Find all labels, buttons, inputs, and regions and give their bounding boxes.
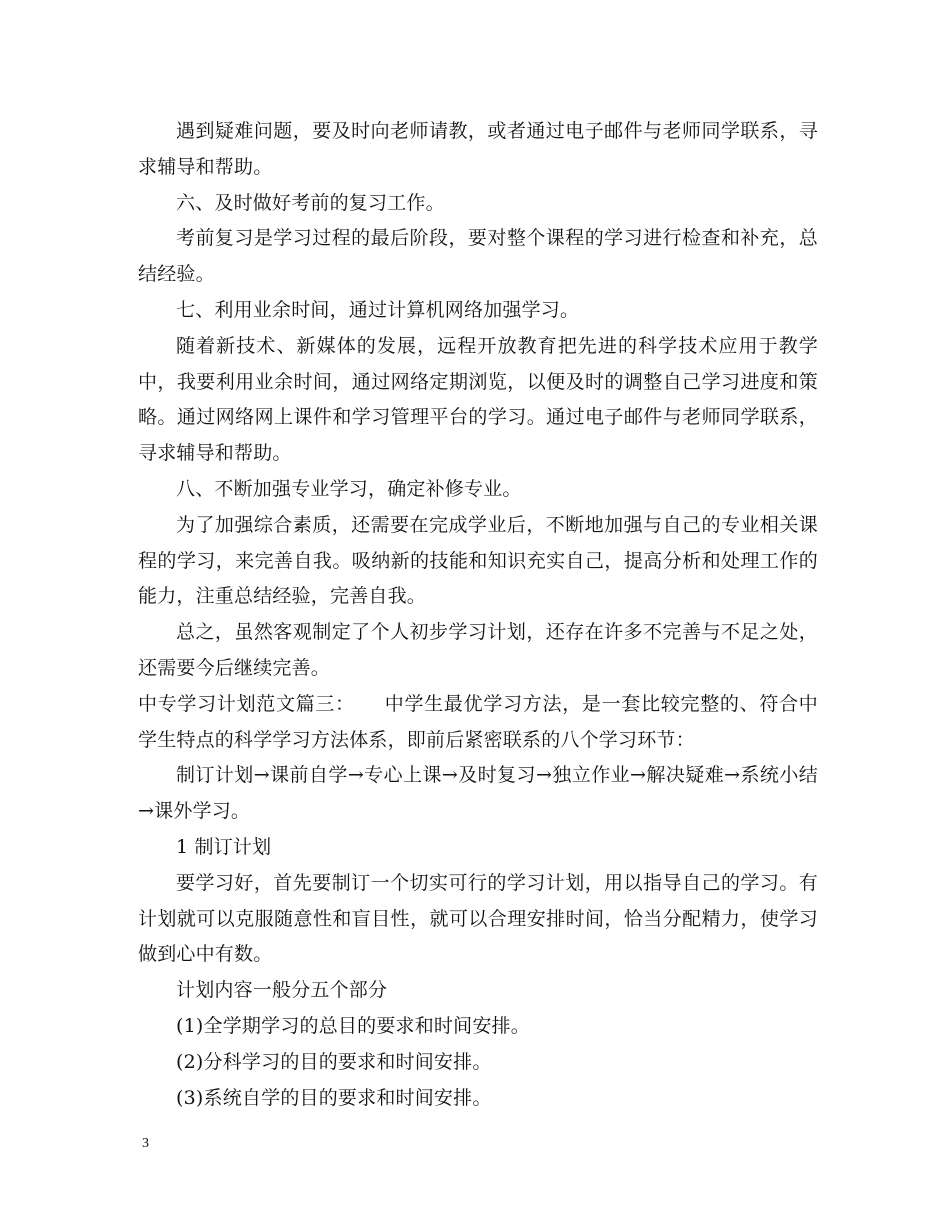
paragraph: 考前复习是学习过程的最后阶段，要对整个课程的学习进行检查和补充，总结经验。	[138, 227, 818, 286]
paragraph: 随着新技术、新媒体的发展，远程开放教育把先进的科学技术应用于教学中，我要利用业余时间，通过网络定期浏览，以便及时的调整自己学习进度和策略。通过网络网上课件和学习管理平台的学习。通过电子邮件与老师同学联系，寻求辅导和帮助。	[138, 334, 818, 465]
section-heading: 八、不断加强专业学习，确定补修专业。	[176, 477, 522, 500]
section-heading: 六、及时做好考前的复习工作。	[176, 191, 445, 214]
page-number: 3	[142, 1136, 149, 1151]
paragraph: 要学习好，首先要制订一个切实可行的学习计划，用以指导自己的学习。有计划就可以克服随意性和盲目性，就可以合理安排时间，恰当分配精力，使学习做到心中有数。	[138, 871, 818, 966]
document-body	[138, 114, 818, 1116]
paragraph: 总之，虽然客观制定了个人初步学习计划，还存在许多不完善与不足之处，还需要今后继续完善。	[138, 621, 818, 679]
list-item: (2)分科学习的目的要求和时间安排。	[176, 1050, 492, 1073]
paragraph: 遇到疑难问题，要及时向老师请教，或者通过电子邮件与老师同学联系，寻求辅导和帮助。	[138, 120, 818, 178]
list-item: (1)全学期学习的总目的要求和时间安排。	[176, 1014, 530, 1037]
article-title-paragraph: 中专学习计划范文篇三： 中学生最优学习方法，是一套比较完整的、符合中学生特点的科学学习方法体系，即前后紧密联系的八个学习环节：	[138, 692, 818, 751]
section-heading: 七、利用业余时间，通过计算机网络加强学习。	[176, 298, 580, 321]
paragraph: 制订计划→课前自学→专心上课→及时复习→独立作业→解决疑难→系统小结→课外学习。	[138, 764, 818, 823]
paragraph: 为了加强综合素质，还需要在完成学业后，不断地加强与自己的专业相关课程的学习，来完善自我。吸纳新的技能和知识充实自己，提高分析和处理工作的能力，注重总结经验，完善自我。	[138, 513, 818, 608]
subsection-heading: 1 制订计划	[176, 835, 272, 858]
paragraph: 计划内容一般分五个部分	[176, 979, 388, 1002]
list-item: (3)系统自学的目的要求和时间安排。	[176, 1086, 492, 1109]
